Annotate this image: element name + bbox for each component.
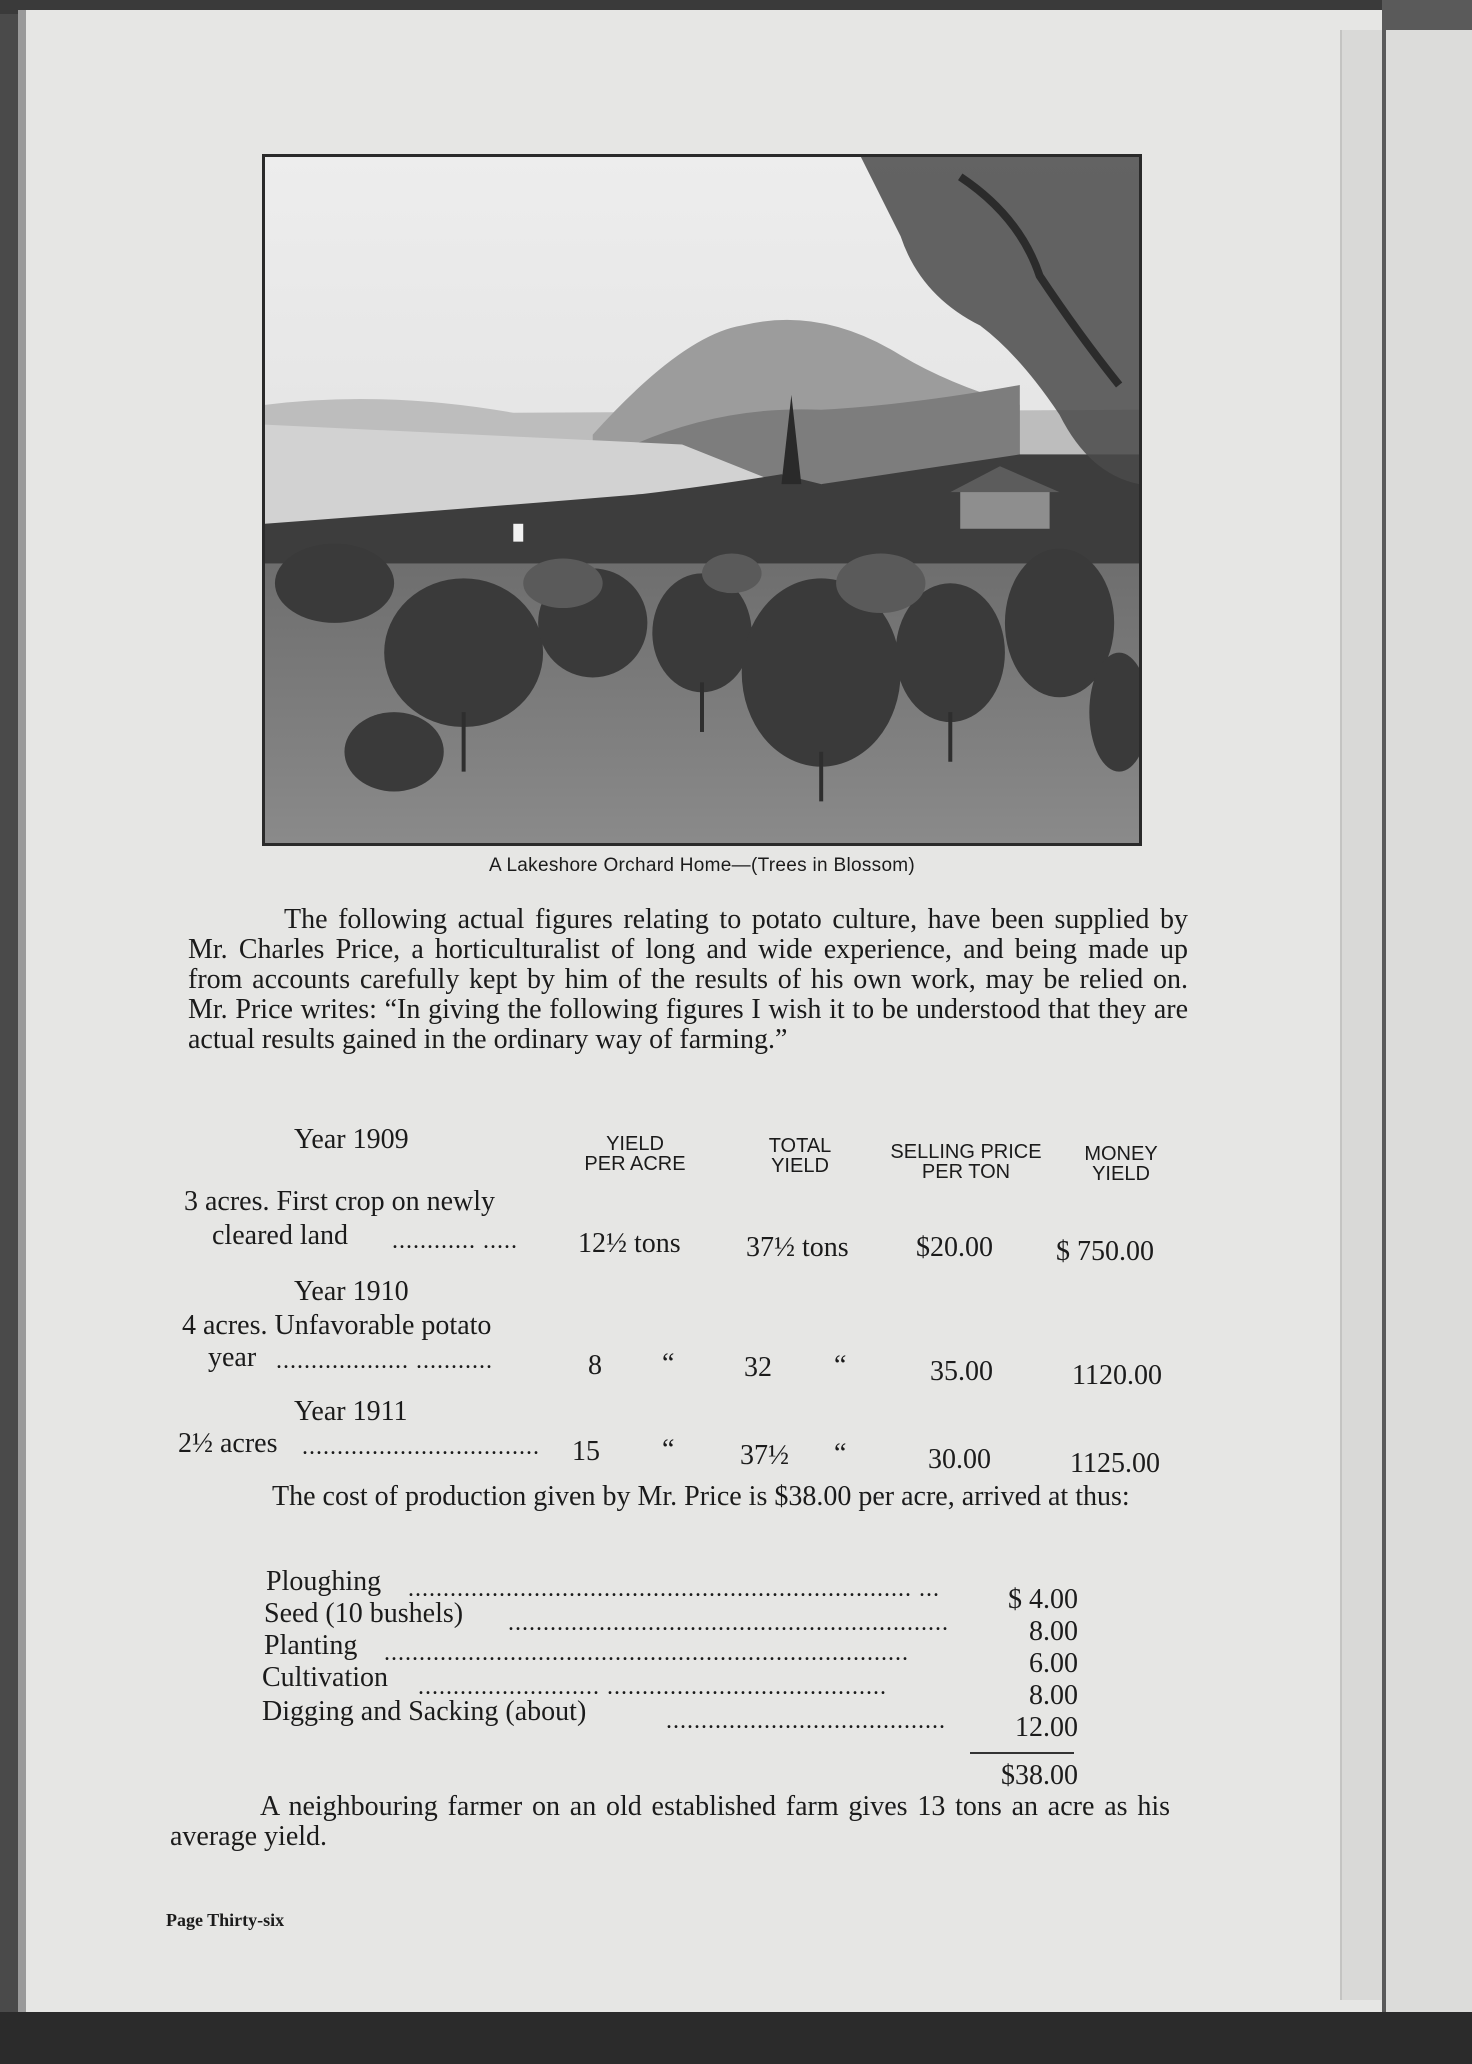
cost-item-dots: ............................................................... xyxy=(508,1610,949,1636)
header-line: YIELD xyxy=(606,1133,664,1155)
cost-item-value: 6.00 xyxy=(1029,1648,1078,1679)
row-1910-yield-ditto: “ xyxy=(662,1348,675,1379)
row-1910-total-yield: 32 xyxy=(744,1352,772,1383)
page-number: Page Thirty-six xyxy=(166,1910,285,1930)
cost-item-value: $ 4.00 xyxy=(1008,1584,1078,1615)
header-line: YIELD xyxy=(1092,1163,1150,1185)
cost-paragraph xyxy=(176,1482,1176,1512)
cost-item-label: Digging and Sacking (about) xyxy=(262,1696,587,1727)
total-yield-header xyxy=(750,1136,850,1176)
cost-item-value: 12.00 xyxy=(1015,1712,1078,1743)
row-1910-yield-per-acre: 8 xyxy=(588,1350,602,1381)
row-1909-leader-dots: ............ ..... xyxy=(392,1228,518,1254)
row-1909-money: $ 750.00 xyxy=(1056,1236,1154,1267)
total-rule xyxy=(970,1752,1074,1754)
row-1909-label-line2: cleared land xyxy=(212,1220,349,1251)
page-left-edge xyxy=(18,10,26,2012)
year-1909-heading: Year 1909 xyxy=(294,1124,409,1155)
yield-per-acre-header xyxy=(570,1134,700,1174)
row-1911-total-yield: 37½ xyxy=(740,1440,789,1471)
row-1911-label: 2½ acres xyxy=(178,1428,278,1459)
row-1911-total-ditto: “ xyxy=(834,1438,847,1469)
intro-paragraph xyxy=(188,905,1188,1055)
header-line: SELLING PRICE xyxy=(890,1141,1042,1163)
page-gutter xyxy=(1340,30,1384,2000)
row-1910-label-line2: year xyxy=(208,1342,257,1373)
header-line: TOTAL xyxy=(768,1135,832,1157)
cost-item-label: Cultivation xyxy=(262,1662,388,1693)
money-yield-header xyxy=(1066,1144,1176,1184)
row-1911-money: 1125.00 xyxy=(1070,1448,1160,1479)
year-1911-heading: Year 1911 xyxy=(294,1396,408,1427)
closing-paragraph-text: A neighbouring farmer on an old established farm gives 13 tons an acre as his average yield. xyxy=(170,1791,1170,1852)
header-line: YIELD xyxy=(771,1155,829,1177)
row-1910-leader-dots: ................... ........... xyxy=(276,1348,493,1374)
cost-item-dots: ........................................................................... xyxy=(384,1640,909,1666)
row-1909-label-line1: 3 acres. First crop on newly xyxy=(184,1186,496,1217)
intro-paragraph-text: The following actual figures relating to potato culture, have been supplied by Mr. Charles Price, a horticulturalist of long and wide experience, and being made up from accounts carefully kept by him of the results of his own work, may be relied on. Mr. Price writes: “In giving the following figures I wish it to be understood that they are actual results gained in the ordinary way of farming.” xyxy=(188,904,1188,1055)
header-line: PER ACRE xyxy=(584,1153,686,1175)
row-1909-total-yield: 37½ tons xyxy=(746,1232,849,1263)
scan-bottom-band xyxy=(0,2012,1472,2064)
year-1910-heading: Year 1910 xyxy=(294,1276,409,1307)
cost-item-label: Seed (10 bushels) xyxy=(264,1598,464,1629)
header-line: PER TON xyxy=(921,1161,1011,1183)
cost-item-label: Ploughing xyxy=(266,1566,382,1597)
row-1910-money: 1120.00 xyxy=(1072,1360,1162,1391)
cost-item-label: Planting xyxy=(264,1630,358,1661)
cost-item-value: 8.00 xyxy=(1029,1680,1078,1711)
row-1911-yield-ditto: “ xyxy=(662,1434,675,1465)
row-1910-total-ditto: “ xyxy=(834,1350,847,1381)
cost-item-dots: ........................................ xyxy=(666,1708,946,1734)
photo-caption: A Lakeshore Orchard Home—(Trees in Blossom) xyxy=(488,855,916,876)
cost-paragraph-text: The cost of production given by Mr. Price is $38.00 per acre, arrived at thus: xyxy=(272,1481,1130,1512)
facing-page-edge xyxy=(1386,30,1472,2012)
row-1911-leader-dots: .................................. xyxy=(302,1434,540,1460)
row-1910-label-line1: 4 acres. Unfavorable potato xyxy=(182,1310,492,1341)
cost-total: $38.00 xyxy=(1001,1760,1078,1791)
cost-item-value: 8.00 xyxy=(1029,1616,1078,1647)
row-1910-price: 35.00 xyxy=(930,1356,993,1387)
row-1911-price: 30.00 xyxy=(928,1444,991,1475)
closing-paragraph xyxy=(170,1792,1170,1852)
orchard-photograph xyxy=(262,154,1142,846)
row-1909-yield-per-acre: 12½ tons xyxy=(578,1228,681,1259)
selling-price-header xyxy=(876,1142,1056,1182)
row-1911-yield-per-acre: 15 xyxy=(572,1436,600,1467)
header-line: MONEY xyxy=(1084,1143,1158,1165)
row-1909-price: $20.00 xyxy=(916,1232,993,1263)
cost-item-dots: .......................... ........................................ xyxy=(418,1674,887,1700)
cost-item-dots: ........................................................................ ... xyxy=(408,1576,940,1602)
